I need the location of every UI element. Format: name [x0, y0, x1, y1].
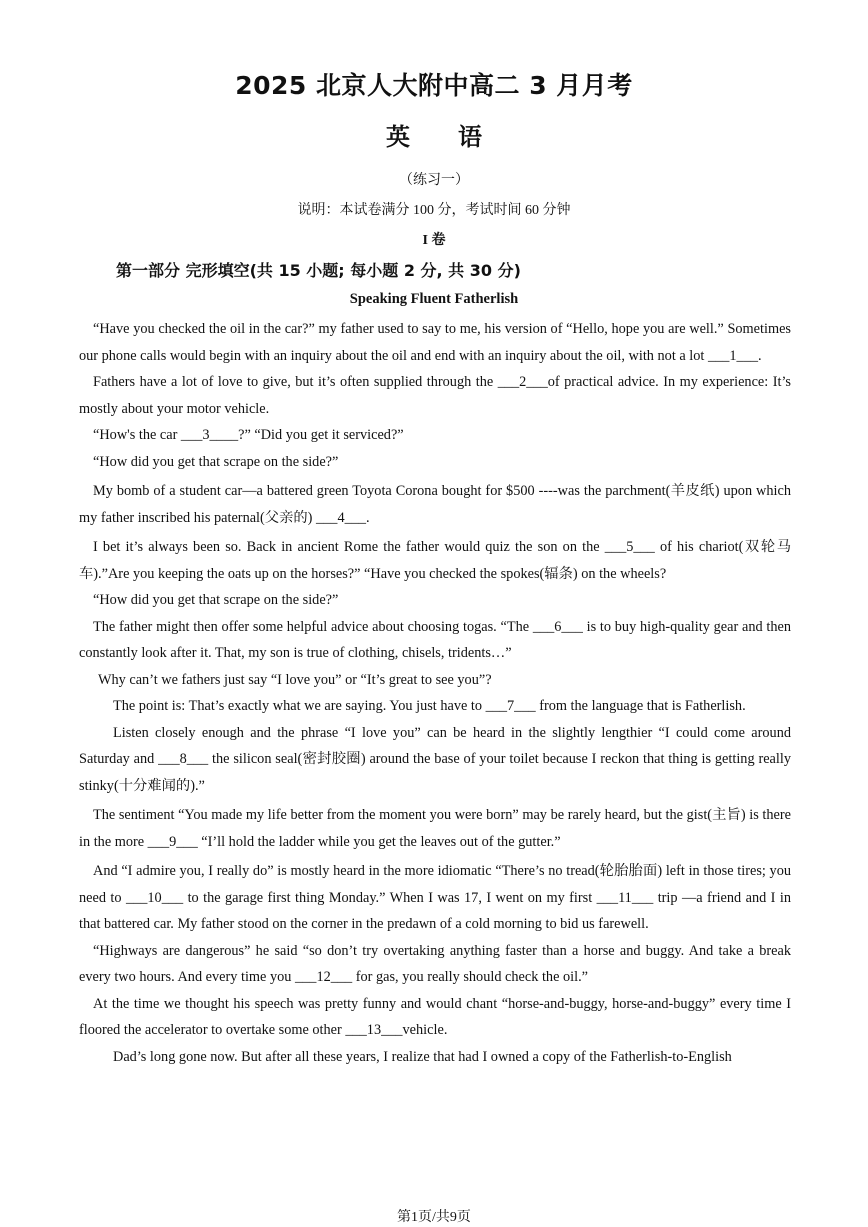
passage-paragraph: Why can’t we fathers just say “I love you” or “It’s great to see you”?: [98, 671, 492, 688]
passage-paragraph: “How did you get that scrape on the side?”: [93, 453, 339, 470]
passage-paragraph: I bet it’s always been so. Back in ancient Rome the father would quiz the son on the ___5___ of his chariot(双轮马车).”Are you keeping the oats up on the horses?” “Have you checked the spokes(辐条) on the wheels?: [79, 539, 791, 582]
passage-paragraph: “Have you checked the oil in the car?” my father used to say to me, his version of “Hello, hope you are well.” Sometimes our phone calls would begin with an inquiry about the oil and end with an inquiry about the oil, with not a lot ___1___.: [79, 321, 791, 364]
subject-heading: 英语: [386, 123, 530, 151]
passage-paragraph: The father might then offer some helpful advice about choosing togas. “The ___6___ is to buy high-quality gear and then constantly look after it. That, my son is true of clothing, chisels, tridents…”: [79, 618, 791, 661]
passage-paragraph: “How did you get that scrape on the side?”: [93, 592, 339, 608]
exam-title: 2025 北京人大附中高二 3 月月考: [235, 71, 633, 100]
passage-paragraph: Listen closely enough and the phrase “I love you” can be heard in the slightly lengthier “I could come around Saturday and ___8___ the silicon seal(密封胶圈) around the base of your toilet because I reckon that thing is getting really stinky(十分难闻的).”: [79, 724, 791, 794]
passage-paragraph: My bomb of a student car—a battered green Toyota Corona bought for $500 ----was the parchment(羊皮纸) upon which my father inscribed his paternal(父亲的) ___4___.: [79, 483, 791, 526]
passage-body: [79, 316, 791, 1070]
passage-paragraph: “How's the car ___3____?” “Did you get it serviced?”: [93, 427, 404, 443]
passage-paragraph: Fathers have a lot of love to give, but it’s often supplied through the ___2___of practical advice. In my experience: It’s mostly about your motor vehicle.: [79, 374, 791, 417]
passage-paragraph: Dad’s long gone now. But after all these years, I realize that had I owned a copy of the Fatherlish-to-English: [113, 1048, 732, 1065]
page-number: 第1页/共9页: [397, 1210, 471, 1225]
passage-title: Speaking Fluent Fatherlish: [349, 291, 519, 307]
exam-instructions: 说明：本试卷满分 100 分，考试时间 60 分钟: [297, 203, 571, 218]
section-heading: 第一部分 完形填空(共 15 小题; 每小题 2 分, 共 30 分): [116, 261, 521, 280]
exercise-label: （练习一）: [399, 173, 469, 188]
passage-paragraph: The point is: That’s exactly what we are saying. You just have to ___7___ from the language that is Fatherlish.: [113, 698, 746, 714]
volume-label: I 卷: [422, 233, 446, 248]
passage-paragraph: The sentiment “You made my life better from the moment you were born” may be rarely heard, but the gist(主旨) is there in the more ___9___ “I’ll hold the ladder while you get the leaves out of the gutter.”: [79, 807, 791, 850]
passage-paragraph: At the time we thought his speech was pretty funny and would chant “horse-and-buggy, horse-and-buggy” every time I floored the accelerator to overtake some other ___13___vehicle.: [79, 995, 791, 1038]
passage-paragraph: And “I admire you, I really do” is mostly heard in the more idiomatic “There’s no tread(轮胎胎面) left in those tires; you need to ___10___ to the garage first thing Monday.” When I was 17, I went on my first ___11___ trip —a friend and I in that battered car. My father stood on the corner in the predawn of a cold morning to bid us farewell.: [79, 863, 791, 932]
passage-paragraph: “Highways are dangerous” he said “so don’t try overtaking anything faster than a horse and buggy. And take a break every two hours. And every time you ___12___ for gas, you really should check the oil.”: [79, 942, 791, 985]
